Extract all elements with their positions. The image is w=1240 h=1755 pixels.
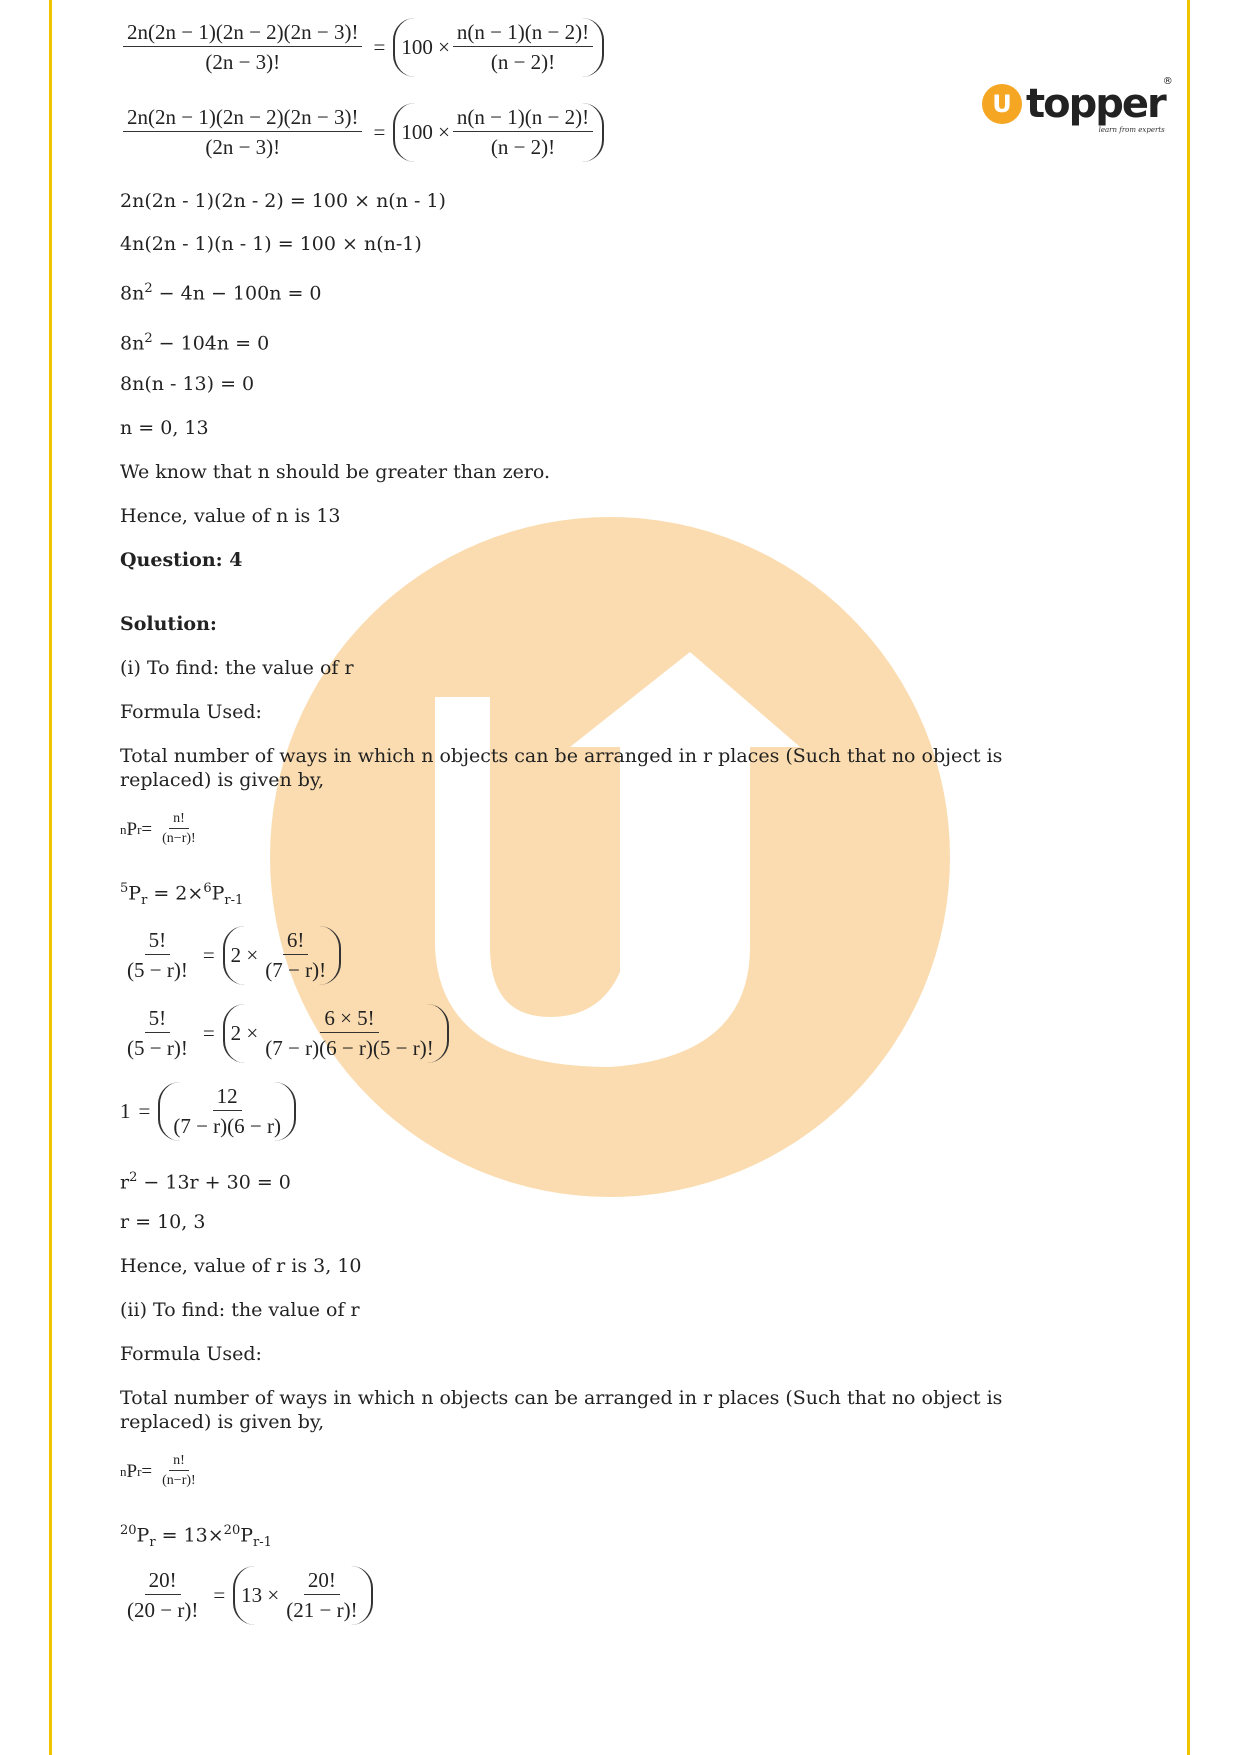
equation-2: $\frac{2n(2n - 1)(2n - 2)(2n - 3)!}{(2n - 3)!}$ = 100 × $\frac{n(n - 1)(n - 2)!}{(n - 2)!}$ [120,103,604,162]
watermark-logo [270,517,950,1197]
equation-4: $\frac{5!}{(5 - r)!}$ = 2 × $\frac{6 \times 5!}{(7 - r)(6 - r)(5 - r)!}$ [120,1004,449,1063]
formula-label: Formula Used: [120,1343,262,1365]
solution-heading: Solution: [120,613,217,635]
equation-5: 1 = $\frac{12}{(7 - r)(6 - r)}$ [120,1082,296,1141]
step-line: 2n(2n - 1)(2n - 2) = 100 × n(n - 1) [120,190,446,212]
equation-1: $\frac{2n(2n - 1)(2n - 2)(2n - 3)!}{(2n - 3)!}$ = 100 × $\frac{n(n - 1)(n - 2)!}{(n - 2)!}$ [120,18,604,77]
conclusion: Hence, value of n is 13 [120,505,341,527]
formula-label: Formula Used: [120,701,262,723]
logo-u-icon: U [982,84,1022,124]
logo-tagline: learn from experts [1098,126,1165,134]
equation-6: $\frac{20!}{(20 - r)!}$ = 13 × $\frac{20!}{(21 - r)!}$ [120,1566,373,1625]
page-border-left [49,0,52,1755]
registered-mark: ® [1162,76,1173,87]
part-i-heading: (i) To find: the value of r [120,657,354,679]
given-equation: $^5P_r = 2\times^6P_{r-1}$ [120,881,244,909]
brand-logo [982,76,1173,134]
step-line: r = 10, 3 [120,1211,206,1233]
question-heading: Question: 4 [120,549,243,571]
formula-description: Total number of ways in which n objects can be arranged in r places (Such that no object is replaced) is given by, [120,1387,1003,1433]
conclusion: Hence, value of r is 3, 10 [120,1255,362,1277]
quadratic-line: $r^2 - 13r + 30 = 0$ [120,1170,291,1194]
step-line: 4n(2n - 1)(n - 1) = 100 × n(n-1) [120,233,422,255]
step-line: 8n(n - 13) = 0 [120,373,255,395]
statement: We know that n should be greater than zero. [120,461,551,483]
formula-description: Total number of ways in which n objects can be arranged in r places (Such that no object is replaced) is given by, [120,745,1003,791]
page-border-right [1187,0,1190,1755]
permutation-formula: n P r = $\frac{n!}{(n-r)!}$ [120,1453,196,1488]
equation-3: $\frac{5!}{(5 - r)!}$ = 2 × $\frac{6!}{(7 - r)!}$ [120,926,341,985]
step-line: $8n^2 - 4n - 100n = 0$ [120,281,322,305]
given-equation: $^{20}P_r = 13\times^{20}P_{r-1}$ [120,1523,272,1551]
step-line: $8n^2 - 104n = 0$ [120,331,270,355]
permutation-formula: n P r = $\frac{n!}{(n-r)!}$ [120,811,196,846]
part-ii-heading: (ii) To find: the value of r [120,1299,360,1321]
logo-wordmark: topper [1026,81,1165,127]
step-line: n = 0, 13 [120,417,209,439]
